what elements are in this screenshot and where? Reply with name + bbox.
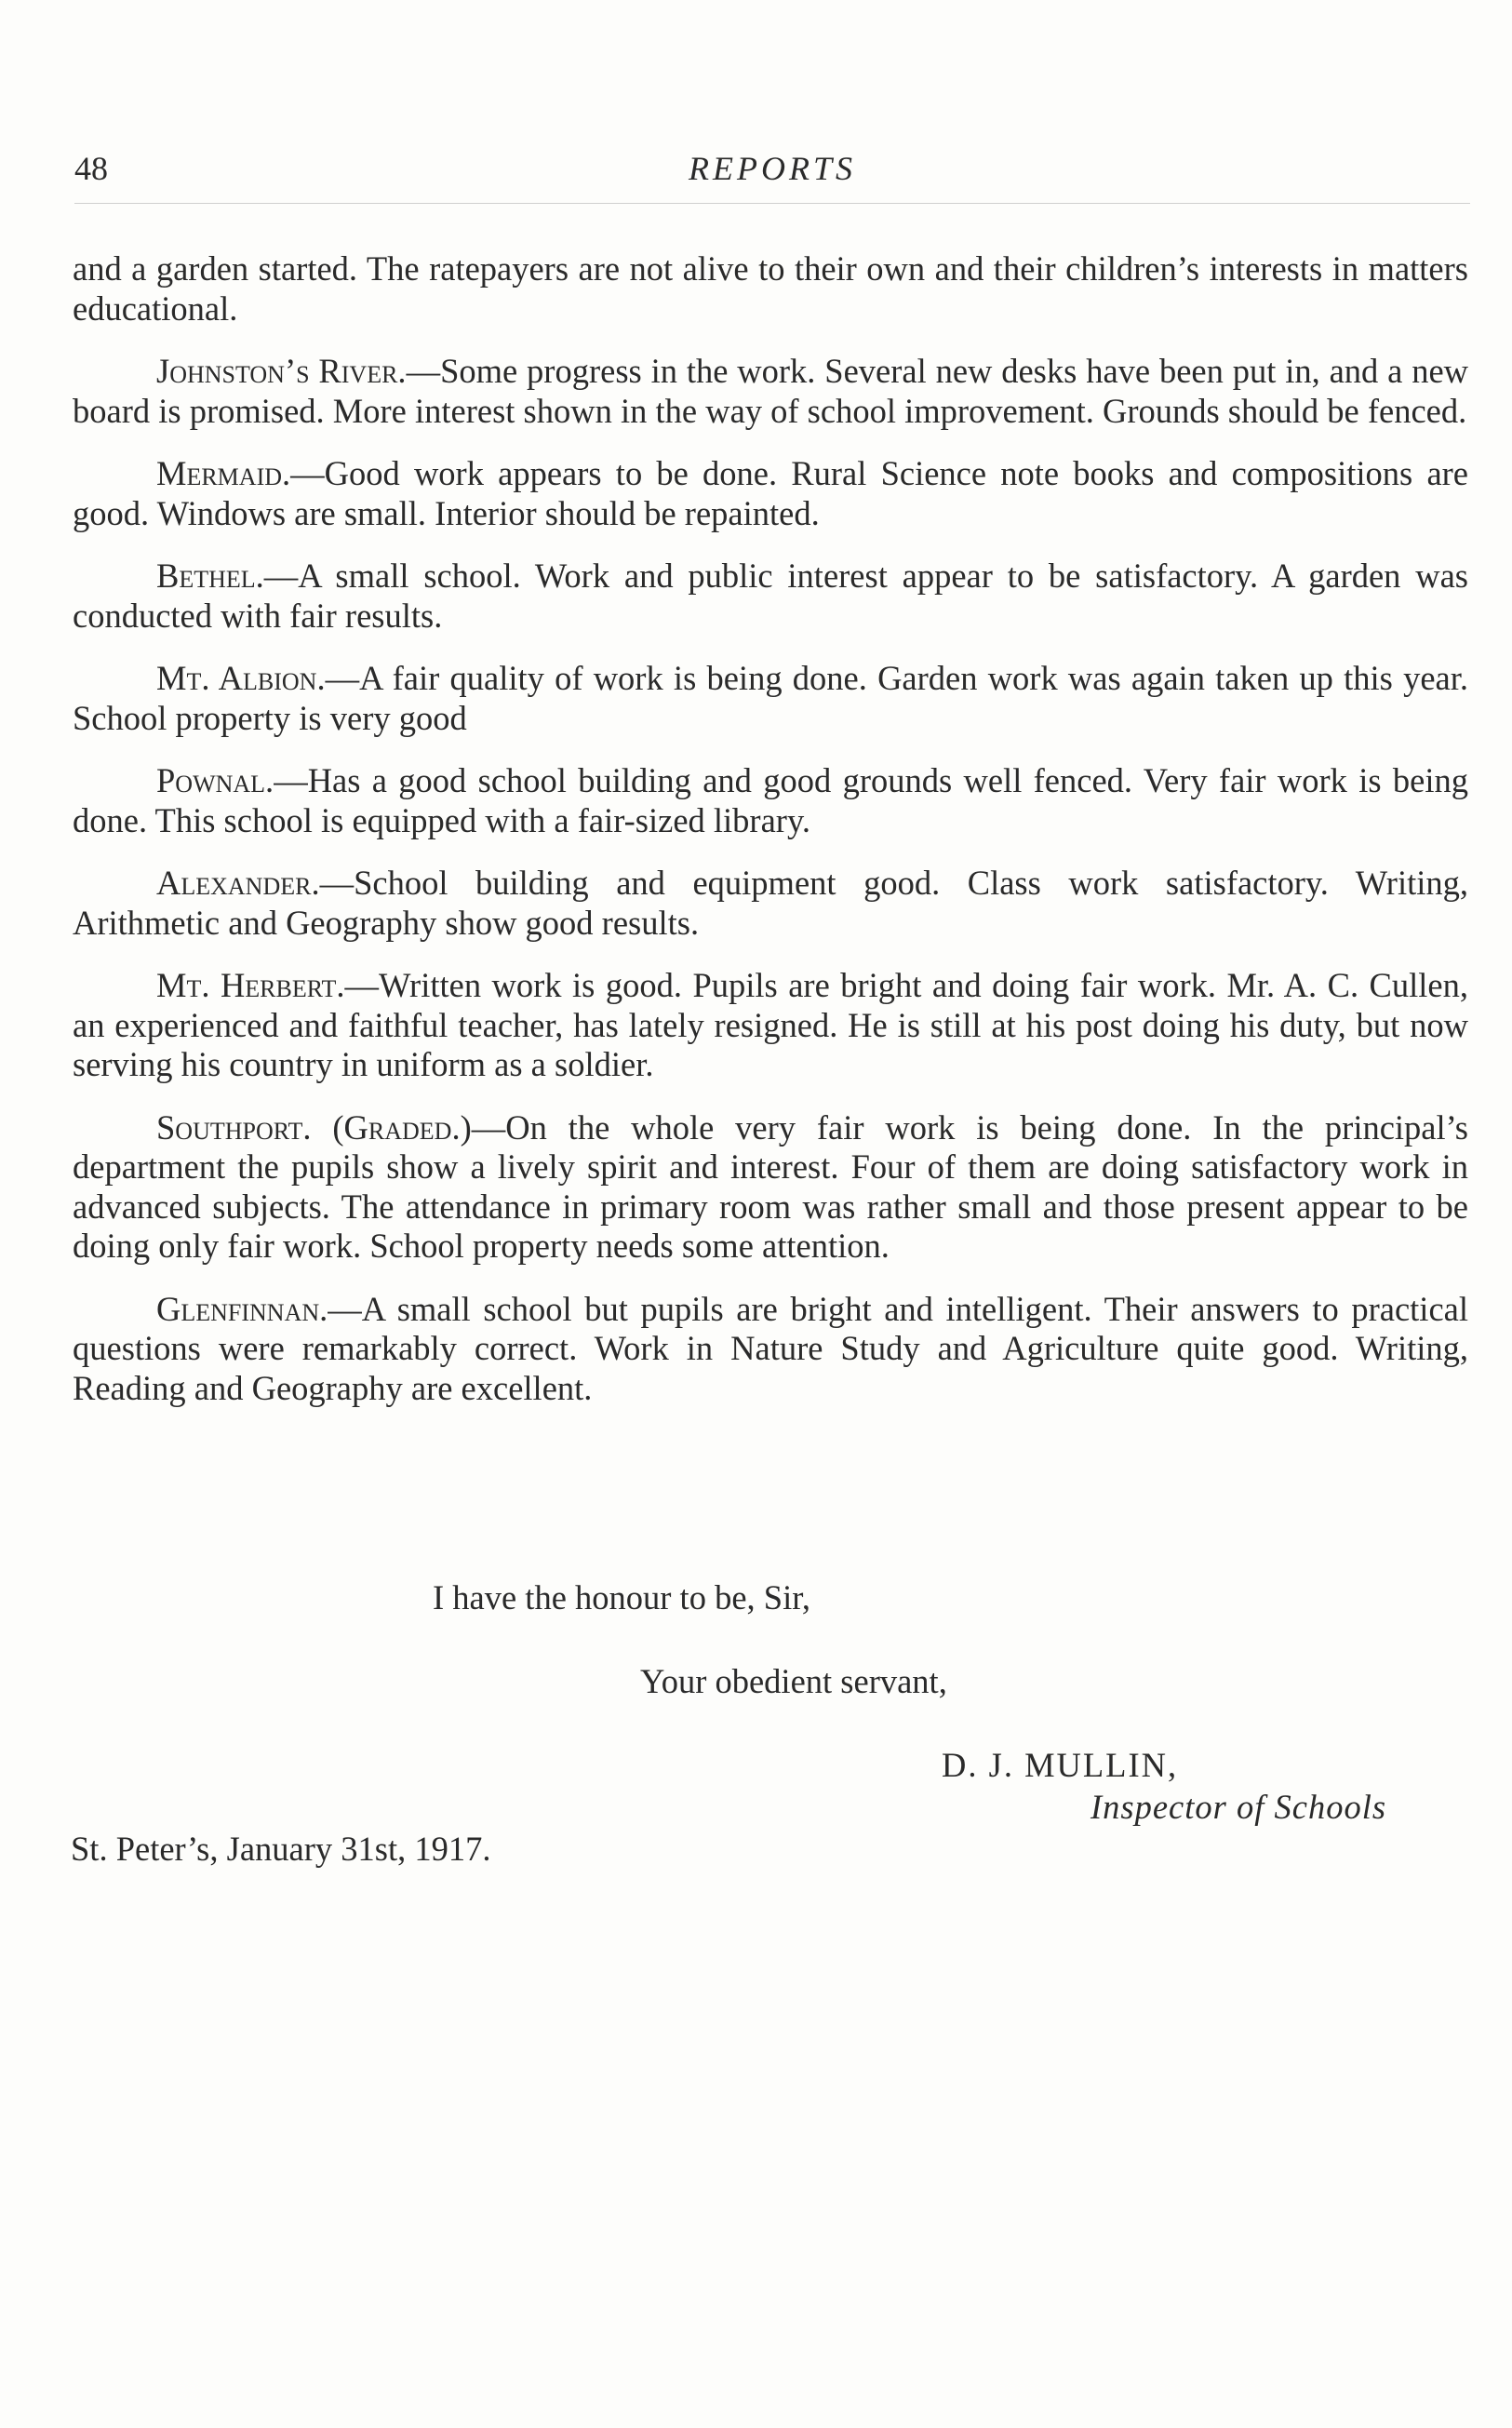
page-number: 48 bbox=[74, 150, 108, 187]
running-head: REPORTS bbox=[689, 150, 856, 187]
school-name: Mt. Herbert. bbox=[156, 966, 345, 1004]
school-entry-bethel bbox=[73, 557, 1468, 636]
school-entry-johnstons-river bbox=[73, 352, 1468, 431]
report-body bbox=[73, 249, 1468, 1431]
closing-salutation: I have the honour to be, Sir, bbox=[433, 1578, 811, 1616]
school-name: Mermaid. bbox=[156, 454, 291, 492]
signature-name: D. J. MULLIN, bbox=[942, 1746, 1179, 1784]
school-entry-pownal bbox=[73, 761, 1468, 840]
school-remarks: —Some progress in the work. Several new desks have been put in, and a new board is promised. More interest shown in the way of school improvement. Grounds should be fenced. bbox=[73, 352, 1469, 430]
school-name: Johnston’s River. bbox=[156, 352, 407, 390]
school-entry-southport bbox=[73, 1108, 1468, 1267]
school-name: Southport. (Graded.) bbox=[156, 1107, 472, 1147]
place-and-date: St. Peter’s, January 31st, 1917. bbox=[71, 1830, 491, 1868]
school-entry-mt-albion bbox=[73, 659, 1468, 738]
page-header bbox=[74, 149, 1470, 195]
school-remarks: —A fair quality of work is being done. Garden work was again taken up this year. School property is very good bbox=[73, 659, 1468, 737]
school-remarks: —School building and equipment good. Class work satisfactory. Writing, Arithmetic and Geography show good results. bbox=[73, 864, 1468, 942]
school-remarks: —Written work is good. Pupils are bright and doing fair work. Mr. A. C. Cullen, an experienced and faithful teacher, has lately resigned. He is still at his post doing his duty, but now serving his country in uniform as a soldier. bbox=[73, 966, 1468, 1083]
paragraph-text: and a garden started. The ratepayers are not alive to their own and their children’s interests in matters educational. bbox=[73, 249, 1468, 328]
school-name: Alexander. bbox=[156, 864, 320, 902]
school-entry-glenfinnan bbox=[73, 1290, 1468, 1409]
school-name: Pownal. bbox=[156, 761, 274, 799]
school-name: Mt. Albion. bbox=[156, 659, 326, 697]
school-remarks: —Has a good school building and good grounds well fenced. Very fair work is being done. This school is equipped with a fair-sized library. bbox=[73, 761, 1468, 839]
school-name: Bethel. bbox=[156, 557, 264, 595]
school-entry-mermaid bbox=[73, 454, 1468, 533]
school-entry-alexander bbox=[73, 864, 1468, 943]
school-remarks: —A small school. Work and public interest appear to be satisfactory. A garden was conducted with fair results. bbox=[73, 557, 1468, 635]
school-entry-mt-herbert bbox=[73, 966, 1468, 1085]
closing-valediction: Your obedient servant, bbox=[640, 1662, 947, 1700]
school-remarks: —Good work appears to be done. Rural Science note books and compositions are good. Windows are small. Interior should be repainted. bbox=[73, 454, 1468, 532]
school-remarks: —On the whole very fair work is being done. In the principal’s department the pupils show a lively spirit and interest. Four of them are doing satisfactory work in advanced subjects. The attendance in primary room was rather small and those present appear to be doing only fair work. School property needs some attention. bbox=[73, 1107, 1468, 1265]
signature-title: Inspector of Schools bbox=[1091, 1788, 1387, 1826]
school-name: Glenfinnan. bbox=[156, 1289, 328, 1328]
paragraph-continuation bbox=[73, 249, 1468, 329]
header-rule bbox=[74, 203, 1470, 204]
school-remarks: —A small school but pupils are bright and intelligent. Their answers to practical questions were remarkably correct. Work in Nature Study and Agriculture quite good. Writing, Reading and Geography are excellent. bbox=[73, 1289, 1468, 1407]
